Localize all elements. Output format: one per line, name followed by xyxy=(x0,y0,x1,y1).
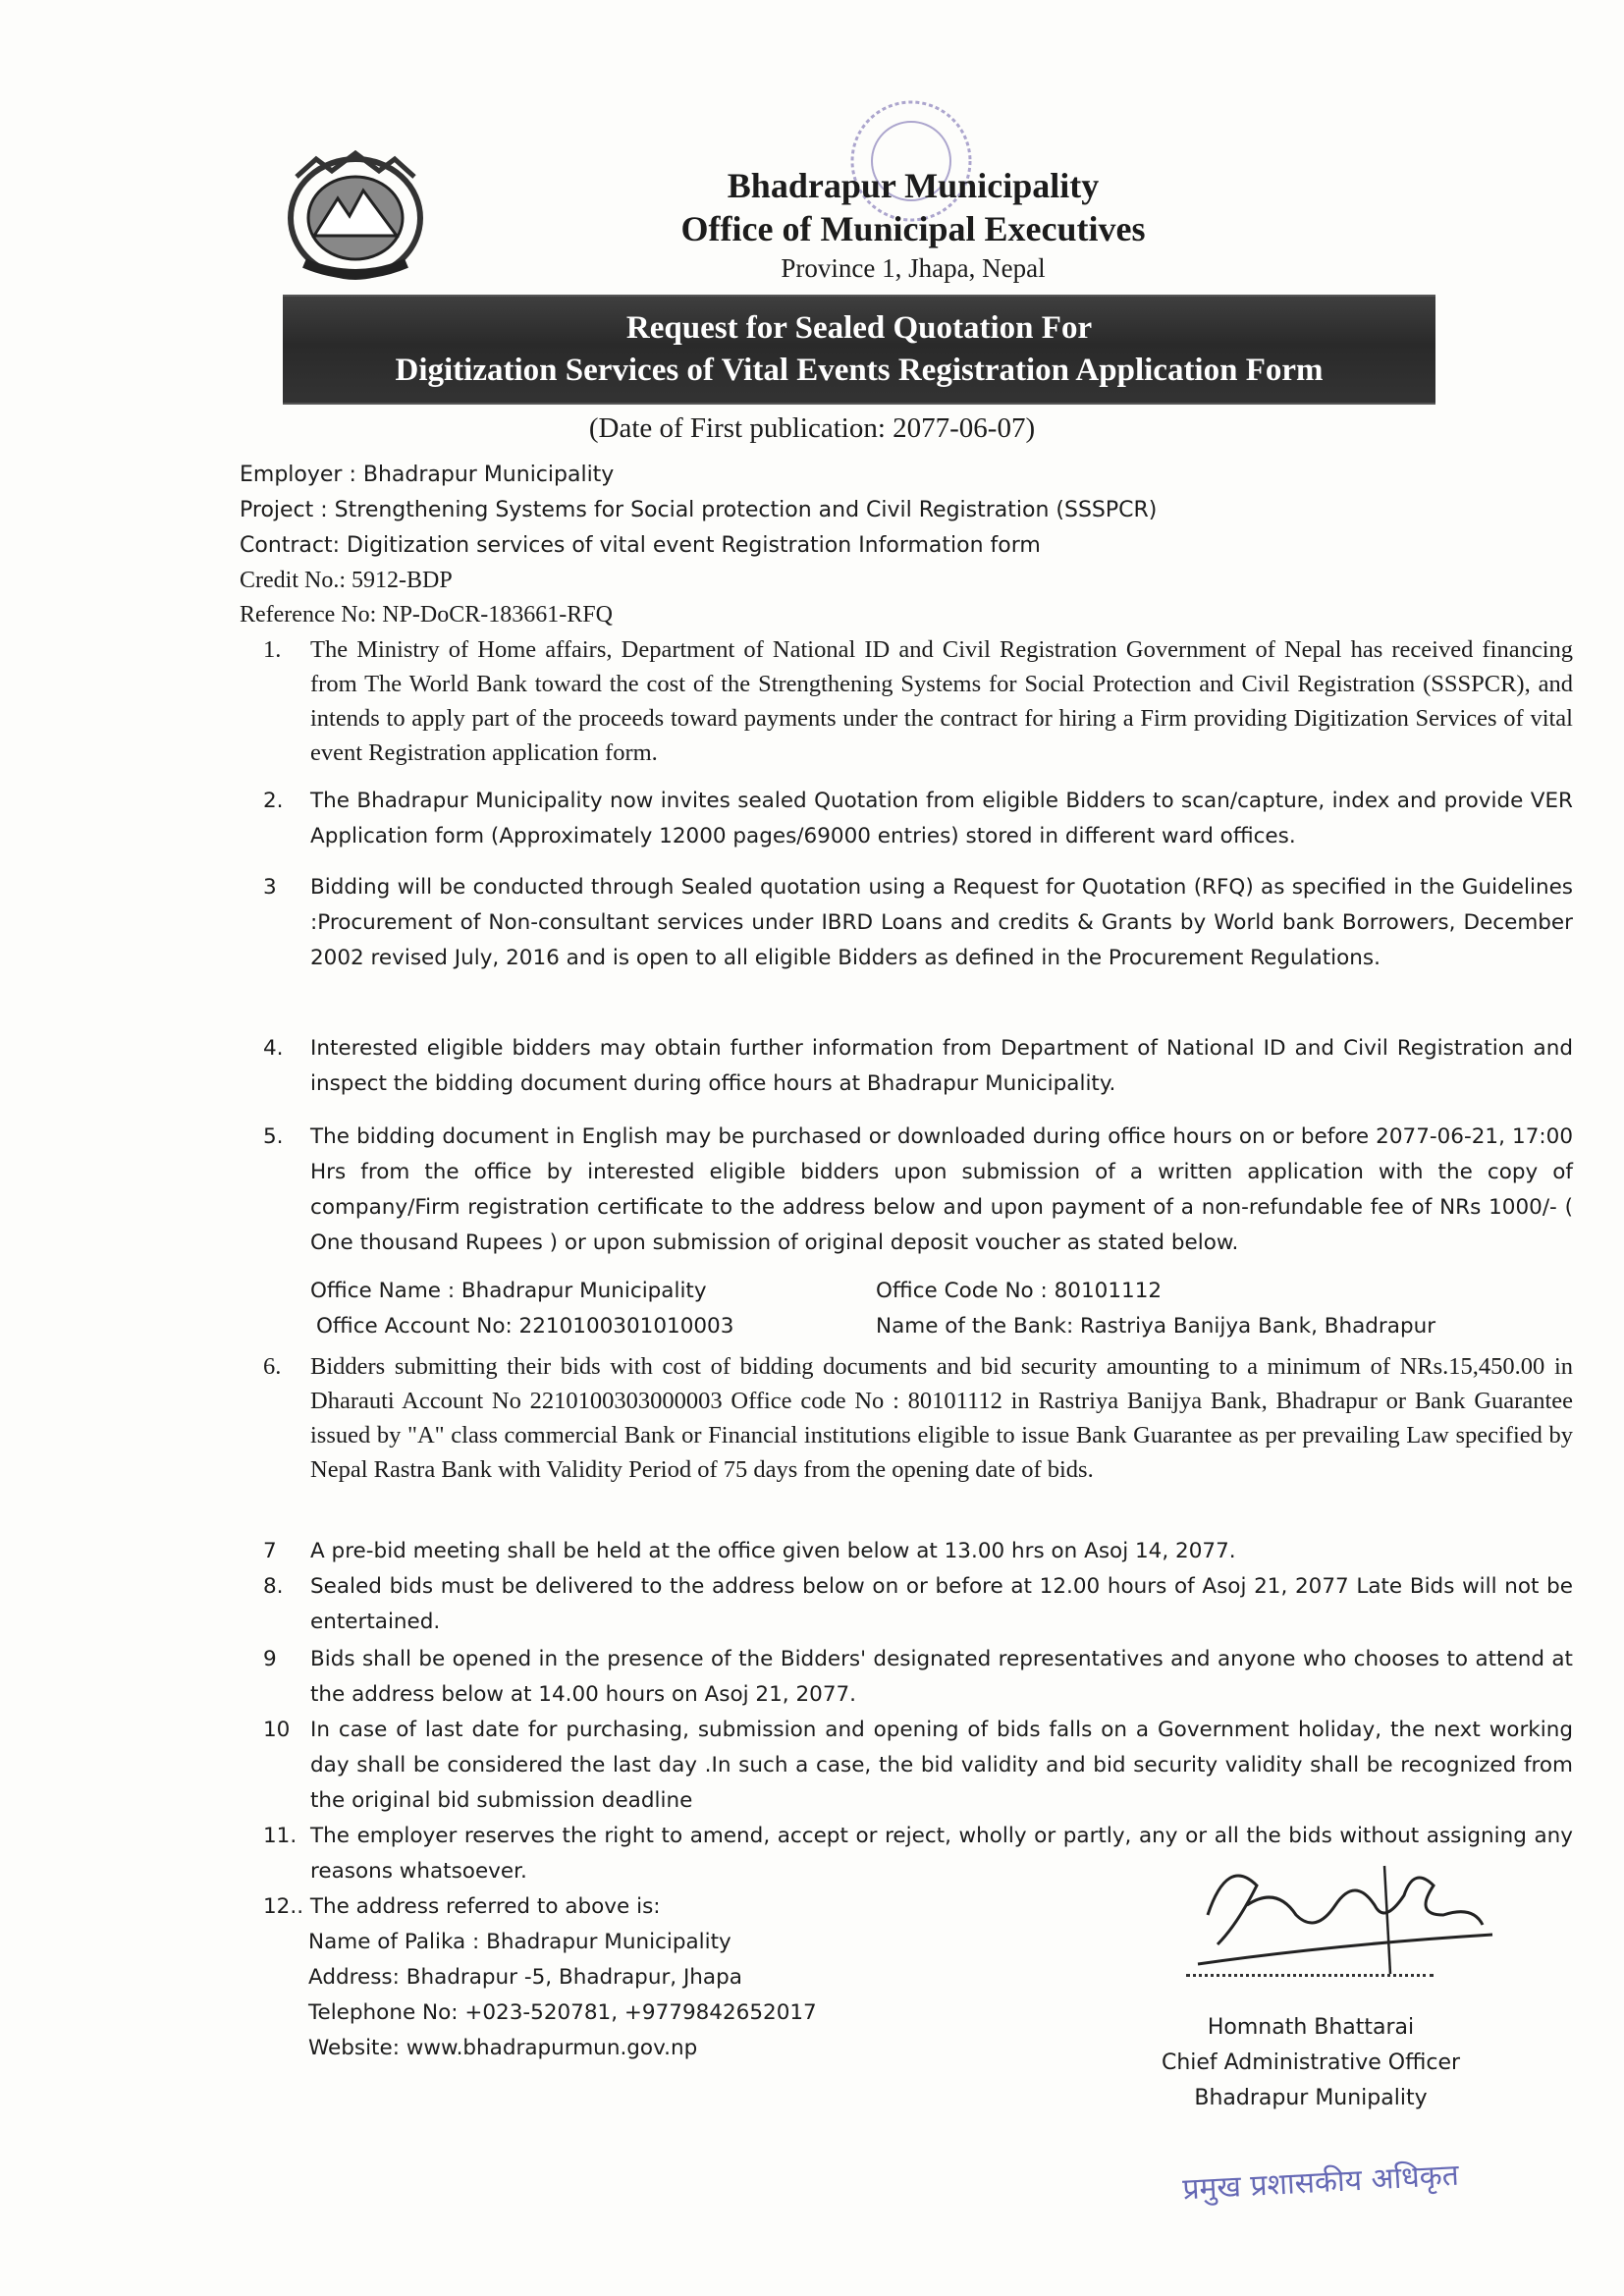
nepal-emblem-icon xyxy=(277,147,434,285)
list-item xyxy=(263,1713,1573,1819)
item-number: 2. xyxy=(263,789,284,813)
credit-line: Credit No.: 5912-BDP xyxy=(240,568,453,593)
item-text: Sealed bids must be delivered to the address below on or before at 12.00 hours of Asoj 21, 2077 Late Bids will not be entertained. xyxy=(310,1574,1573,1634)
municipality-name: Bhadrapur Municipality xyxy=(727,166,1100,205)
banner-line-1: Request for Sealed Quotation For xyxy=(625,310,1093,346)
list-item xyxy=(263,1349,1573,1487)
address-line: Address: Bhadrapur -5, Bhadrapur, Jhapa xyxy=(308,1965,742,1990)
office-code-line: Office Code No : 80101112 xyxy=(876,1279,1163,1303)
office-account-line: Office Account No: 2210100301010003 xyxy=(316,1314,734,1339)
bank-name-line: Name of the Bank: Rastriya Banijya Bank, Bhadrapur xyxy=(876,1314,1436,1339)
item-number: 10 xyxy=(263,1718,291,1742)
project-line: Project : Strengthening Systems for Social protection and Civil Registration (SSSPCR) xyxy=(240,498,1158,522)
telephone-line: Telephone No: +023-520781, +9779842652017 xyxy=(308,2000,817,2025)
signatory-org: Bhadrapur Munipality xyxy=(1194,2086,1428,2110)
item-number: 8. xyxy=(263,1574,284,1599)
item-number: 4. xyxy=(263,1036,284,1061)
palika-name: Name of Palika : Bhadrapur Municipality xyxy=(308,1930,731,1954)
item-text: Bidders submitting their bids with cost of bidding documents and bid security amounting to a minimum of NRs.15,450.00 in Dharauti Account No 2210100303000003 Office code No : 80101112 in Rastriya Banijya Bank, Bhadrapur or Bank Guarantee issued by "A" class commercial Bank or Financial institutions eligible to issue Bank Guarantee as per prevailing Law specified by Nepal Rastra Bank with Validity Period of 75 days from the opening date of bids. xyxy=(310,1353,1573,1483)
list-item xyxy=(263,1642,1573,1713)
list-item xyxy=(263,1569,1573,1640)
employer-line: Employer : Bhadrapur Municipality xyxy=(240,463,615,487)
address-heading: 12.. The address referred to above is: xyxy=(263,1894,661,1919)
item-number: 7 xyxy=(263,1539,277,1563)
item-number: 3 xyxy=(263,875,277,900)
title-banner xyxy=(283,295,1435,405)
item-text: Bids shall be opened in the presence of the Bidders' designated representatives and anyone who chooses to attend at the address below at 14.00 hours on Asoj 21, 2077. xyxy=(310,1647,1573,1707)
signatory-name: Homnath Bhattarai xyxy=(1207,2015,1415,2040)
list-item xyxy=(263,870,1573,976)
office-name: Office of Municipal Executives xyxy=(680,209,1146,248)
item-number: 5. xyxy=(263,1124,284,1149)
item-text: The Bhadrapur Municipality now invites sealed Quotation from eligible Bidders to scan/capture, index and provide VER Application form (Approximately 12000 pages/69000 entries) stored in different ward offices. xyxy=(310,789,1573,848)
list-item xyxy=(263,1534,1573,1569)
signature-line xyxy=(1186,1974,1434,1977)
banner-line-2: Digitization Services of Vital Events Registration Application Form xyxy=(395,353,1324,388)
list-item xyxy=(263,1120,1573,1261)
signatory-title: Chief Administrative Officer xyxy=(1161,2050,1461,2075)
item-text: Bidding will be conducted through Sealed quotation using a Request for Quotation (RFQ) as specified in the Guidelines :Procurement of Non-consultant services under IBRD Loans and credits & Grants by World bank Borrowers, December 2002 revised July, 2016 and is open to all eligible Bidders as defined in the Procurement Regulations. xyxy=(310,875,1573,970)
item-text: Interested eligible bidders may obtain further information from Department of National ID and Civil Registration and inspect the bidding document during office hours at Bhadrapur Municipality. xyxy=(310,1036,1573,1096)
item-number: 6. xyxy=(263,1353,282,1380)
list-item xyxy=(263,632,1573,770)
website-line: Website: www.bhadrapurmun.gov.np xyxy=(308,2036,698,2060)
item-text: The employer reserves the right to amend, accept or reject, wholly or partly, any or all the bids without assigning any reasons whatsoever. xyxy=(310,1824,1573,1884)
office-name-line: Office Name : Bhadrapur Municipality xyxy=(310,1279,707,1303)
municipal-seal-stamp xyxy=(846,96,976,226)
publication-date: (Date of First publication: 2077-06-07) xyxy=(588,412,1036,444)
item-number: 1. xyxy=(263,636,282,663)
reference-line: Reference No: NP-DoCR-183661-RFQ xyxy=(240,602,613,628)
item-text: A pre-bid meeting shall be held at the office given below at 13.00 hrs on Asoj 14, 2077. xyxy=(310,1539,1236,1563)
item-text: In case of last date for purchasing, submission and opening of bids falls on a Government holiday, the next working day shall be considered the last day .In such a case, the bid validity and bid security validity shall be recognized from the original bid submission deadline xyxy=(310,1718,1573,1813)
handwritten-signature xyxy=(1188,1846,1502,1994)
item-text: The bidding document in English may be purchased or downloaded during office hours on or before 2077-06-21, 17:00 Hrs from the office by interested eligible bidders upon submission of a written application with the copy of company/Firm registration certificate to the address below and upon payment of a non-refundable fee of NRs 1000/- ( One thousand Rupees ) or upon submission of original deposit voucher as stated below. xyxy=(310,1124,1573,1255)
contract-line: Contract: Digitization services of vital event Registration Information form xyxy=(240,533,1041,558)
list-item xyxy=(263,1031,1573,1102)
official-stamp: प्रमुख प्रशासकीय अधिकृत xyxy=(1181,2158,1460,2208)
item-number: 11. xyxy=(263,1824,298,1848)
item-text: The Ministry of Home affairs, Department of National ID and Civil Registration Government of Nepal has received financing from The World Bank toward the cost of the Strengthening Systems for Social Protection and Civil Registration (SSSPCR), and intends to apply part of the proceeds toward payments under the contract for hiring a Firm providing Digitization Services of vital event Registration application form. xyxy=(310,636,1573,766)
address-block xyxy=(263,1889,817,2066)
list-item xyxy=(263,784,1573,854)
item-number: 9 xyxy=(263,1647,277,1671)
province-line: Province 1, Jhapa, Nepal xyxy=(781,253,1046,283)
